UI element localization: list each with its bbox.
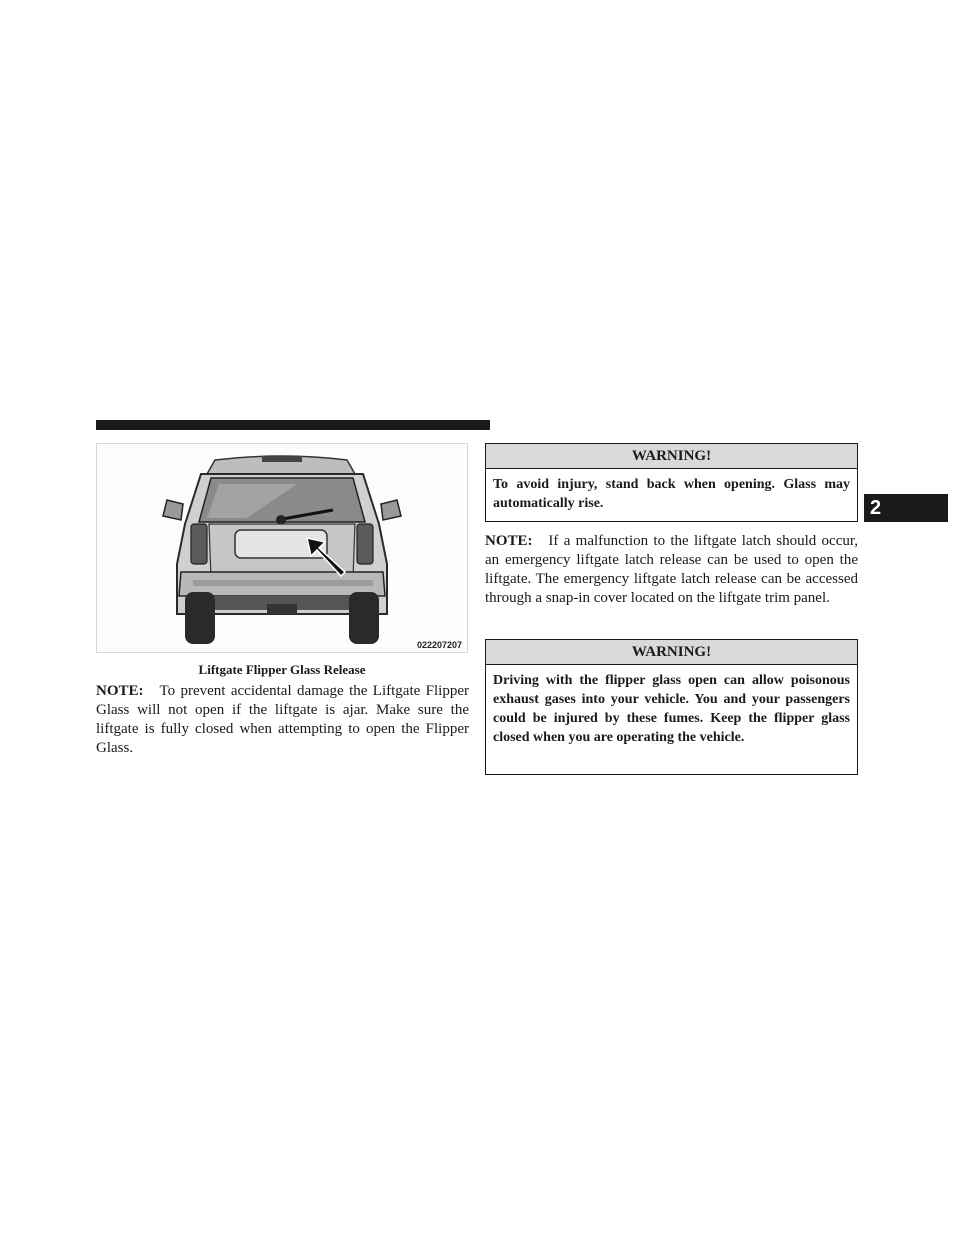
warning-box-exhaust	[485, 639, 858, 775]
warning-text: To avoid injury, stand back when opening. Glass may automatically rise.	[493, 477, 850, 511]
note-liftgate-ajar	[96, 682, 469, 758]
warning-box-glass-rise	[485, 443, 858, 522]
chapter-tab: 2	[864, 494, 948, 522]
note-text: To prevent accidental damage the Liftgate Flipper Glass will not open if the liftgate is ajar. Make sure the liftgate is fully closed when attempting to open the Flipper Glass.	[96, 683, 470, 756]
vehicle-rear-illustration	[97, 444, 467, 652]
note-text: If a malfunction to the liftgate latch should occur, an emergency liftgate latch release can be used to open the liftgate. The emergency liftgate latch release can be accessed through a snap-in cover located on the liftgate trim panel.	[485, 533, 858, 606]
warning-text: Driving with the flipper glass open can allow poisonous exhaust gases into your vehicle. You and your passengers could be injured by these fumes. Keep the flipper glass closed when you are operating the vehicle.	[493, 673, 850, 745]
figure-code: 022207207	[416, 640, 462, 650]
note-emergency-release	[485, 532, 858, 608]
note-label: NOTE:	[485, 533, 533, 549]
warning-title: WARNING!	[486, 640, 857, 665]
warning-title: WARNING!	[486, 444, 857, 469]
figure-caption: Liftgate Flipper Glass Release	[198, 662, 366, 677]
section-rule	[96, 420, 490, 430]
note-label: NOTE:	[96, 683, 144, 699]
liftgate-figure	[96, 443, 468, 653]
